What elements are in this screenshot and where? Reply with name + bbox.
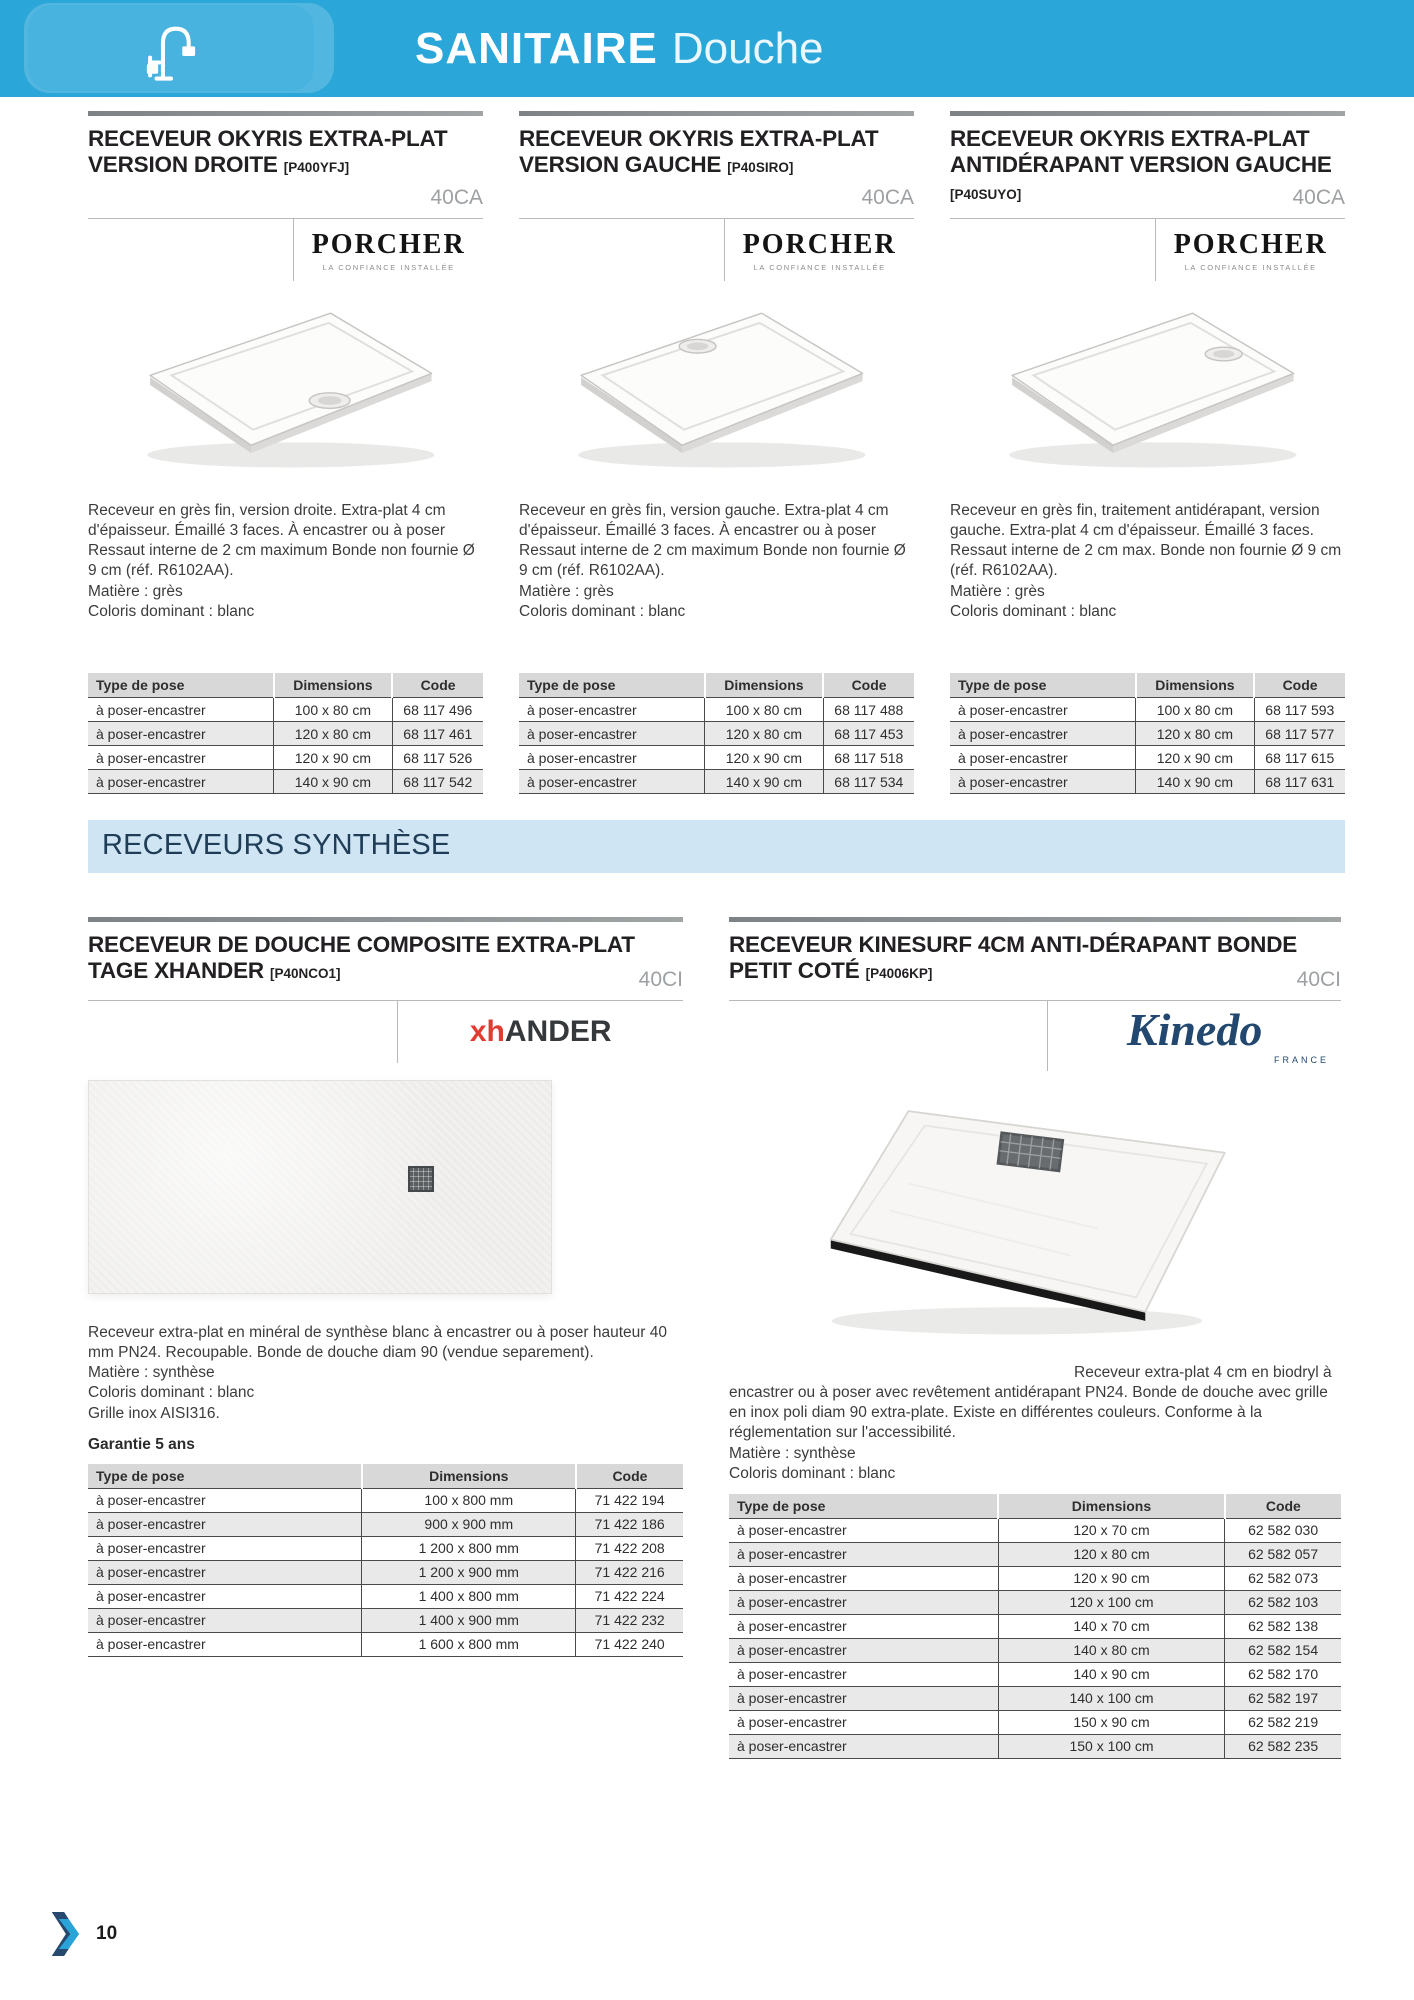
table-row — [729, 1614, 1341, 1638]
brand-row — [88, 218, 483, 281]
col-header-type-de-pose: Type de pose — [729, 1494, 998, 1519]
col-header-code: Code — [392, 673, 483, 698]
divider-bar — [950, 111, 1345, 116]
shower-tray-illustration — [983, 288, 1313, 482]
cell-dimensions: 140 x 90 cm — [705, 770, 824, 794]
col-header-dimensions: Dimensions — [274, 673, 393, 698]
brand-name: PORCHER — [311, 228, 466, 260]
cell-dimensions: 140 x 100 cm — [998, 1686, 1224, 1710]
table-row — [88, 1560, 683, 1584]
product-title-text: RECEVEUR OKYRIS EXTRA-PLAT ANTIDÉRAPANT VERSION GAUCHE — [950, 126, 1332, 178]
brand-name — [470, 1015, 612, 1049]
cell-type-de-pose: à poser-encastrer — [88, 1560, 362, 1584]
cell-code: 68 117 577 — [1254, 722, 1345, 746]
table-row — [729, 1566, 1341, 1590]
drain-cap — [309, 393, 350, 409]
product-card-kinesurf — [729, 917, 1341, 1759]
table-row — [519, 722, 914, 746]
products-row-top — [88, 111, 1345, 794]
table-row — [519, 746, 914, 770]
attribute-line: Coloris dominant : blanc — [88, 602, 255, 620]
attribute-line: Matière : grès — [950, 582, 1045, 600]
product-description: Receveur en grès fin, version gauche. Extra-plat 4 cm d'épaisseur. Émaillé 3 faces. À encastrer ou à poser Ressaut interne de 2 cm maximum Bonde non fournie Ø 9 cm (réf. R6102AA). — [519, 502, 906, 580]
brand-name: PORCHER — [742, 228, 897, 260]
attribute-line: Matière : grès — [88, 582, 183, 600]
brand-name-prefix: xh — [469, 1015, 505, 1048]
table-row — [88, 722, 483, 746]
cell-type-de-pose: à poser-encastrer — [88, 746, 274, 770]
cell-type-de-pose: à poser-encastrer — [729, 1542, 998, 1566]
attribute-line: Grille inox AISI316. — [88, 1404, 220, 1422]
cell-code: 62 582 197 — [1225, 1686, 1341, 1710]
table-row — [88, 746, 483, 770]
product-title — [88, 126, 483, 179]
catalog-code: 40CA — [861, 186, 914, 209]
brand-tagline: LA CONFIANCE INSTALLÉE — [1184, 262, 1317, 272]
brand-tagline: LA CONFIANCE INSTALLÉE — [322, 262, 455, 272]
drain-grate — [998, 1133, 1063, 1171]
table-row — [729, 1518, 1341, 1542]
cell-dimensions: 1 400 x 900 mm — [362, 1608, 576, 1632]
cell-dimensions: 1 200 x 800 mm — [362, 1536, 576, 1560]
cell-type-de-pose: à poser-encastrer — [519, 770, 705, 794]
spec-table — [519, 673, 914, 794]
catalog-code: 40CA — [1292, 186, 1345, 209]
cell-type-de-pose: à poser-encastrer — [729, 1686, 998, 1710]
table-row — [88, 698, 483, 722]
product-title-block — [950, 126, 1345, 210]
attribute-line: Coloris dominant : blanc — [729, 1464, 896, 1482]
product-attributes — [519, 582, 914, 622]
cell-code: 68 117 461 — [392, 722, 483, 746]
catalog-code: 40CI — [1296, 968, 1341, 991]
cell-dimensions: 1 400 x 800 mm — [362, 1584, 576, 1608]
cell-dimensions: 120 x 80 cm — [705, 722, 824, 746]
product-title — [729, 932, 1341, 985]
cell-dimensions: 100 x 80 cm — [274, 698, 393, 722]
product-title-block — [88, 932, 683, 992]
table-row — [729, 1734, 1341, 1758]
products-row-bottom — [88, 917, 1345, 1759]
cell-dimensions: 100 x 800 mm — [362, 1488, 576, 1512]
brand-logo-porcher — [724, 219, 914, 281]
product-title-text: RECEVEUR KINESURF 4CM ANTI-DÉRAPANT BONDE PETIT COTÉ — [729, 932, 1298, 984]
product-title — [88, 932, 683, 985]
banner-title-subsection: Douche — [671, 23, 824, 73]
col-header-dimensions: Dimensions — [1136, 673, 1255, 698]
product-card-okyris-droite — [88, 111, 483, 794]
cell-type-de-pose: à poser-encastrer — [950, 746, 1136, 770]
col-header-dimensions: Dimensions — [362, 1464, 576, 1489]
product-description: Receveur en grès fin, version droite. Extra-plat 4 cm d'épaisseur. Émaillé 3 faces. À encastrer ou à poser Ressaut interne de 2 cm maximum Bonde non fournie Ø 9 cm (réf. R6102AA). — [88, 502, 475, 580]
cell-dimensions: 1 600 x 800 mm — [362, 1632, 576, 1656]
section-banner — [0, 0, 1414, 97]
warranty-note: Garantie 5 ans — [88, 1435, 195, 1453]
brand-logo-porcher — [293, 219, 483, 281]
cell-dimensions: 120 x 90 cm — [1136, 746, 1255, 770]
brand-name: Kinedo — [1126, 1004, 1263, 1055]
product-description: Receveur extra-plat en minéral de synthèse blanc à encastrer ou à poser hauteur 40 mm PN24. Recoupable. Bonde de douche diam 90 (vendue separement). — [88, 1324, 668, 1362]
table-row — [950, 746, 1345, 770]
shower-tray-illustration — [800, 1075, 1270, 1346]
cell-code: 68 117 615 — [1254, 746, 1345, 770]
brand-row — [729, 1000, 1341, 1071]
col-header-code: Code — [1254, 673, 1345, 698]
cell-dimensions: 150 x 100 cm — [998, 1734, 1224, 1758]
drain-grate — [408, 1166, 434, 1192]
table-row — [88, 1608, 683, 1632]
cell-dimensions: 120 x 80 cm — [274, 722, 393, 746]
cell-code: 68 117 631 — [1254, 770, 1345, 794]
brand-logo-porcher — [1155, 219, 1345, 281]
product-image-shower-tray — [88, 1063, 683, 1311]
product-description: Receveur extra-plat 4 cm en biodryl à encastrer ou à poser avec revêtement antidérapant PN24. Bonde de douche avec grille en inox poli diam 90 extra-plate. Existe en différentes couleurs. Conforme à la réglementation sur l'accessibilité. — [729, 1364, 1332, 1442]
product-ref-code: [P4006KP] — [865, 966, 933, 982]
product-card-okyris-antiderapant — [950, 111, 1345, 794]
cell-code: 68 117 496 — [392, 698, 483, 722]
spec-table — [88, 673, 483, 794]
table-row — [950, 722, 1345, 746]
table-row — [519, 770, 914, 794]
cell-type-de-pose: à poser-encastrer — [88, 698, 274, 722]
cell-type-de-pose: à poser-encastrer — [88, 1512, 362, 1536]
cell-type-de-pose: à poser-encastrer — [729, 1710, 998, 1734]
product-card-okyris-gauche — [519, 111, 914, 794]
cell-dimensions: 120 x 90 cm — [998, 1566, 1224, 1590]
spec-table — [729, 1494, 1341, 1759]
table-row — [950, 770, 1345, 794]
banner-title-section: SANITAIRE — [415, 23, 658, 73]
table-row — [88, 1512, 683, 1536]
cell-type-de-pose: à poser-encastrer — [88, 770, 274, 794]
cell-code: 62 582 057 — [1225, 1542, 1341, 1566]
product-title-text: RECEVEUR DE DOUCHE COMPOSITE EXTRA-PLAT TAGE XHANDER — [88, 932, 635, 984]
spec-table — [88, 1464, 683, 1657]
product-info — [88, 501, 483, 663]
table-row — [88, 1632, 683, 1656]
cell-type-de-pose: à poser-encastrer — [729, 1662, 998, 1686]
cell-type-de-pose: à poser-encastrer — [88, 1632, 362, 1656]
product-description: Receveur en grès fin, traitement antidérapant, version gauche. Extra-plat 4 cm d'épaisseur. Émaillé 3 faces. Ressaut interne de 2 cm max. Bonde non fournie Ø 9 cm (réf. R6102AA). — [950, 502, 1342, 580]
cell-code: 62 582 030 — [1225, 1518, 1341, 1542]
cell-dimensions: 1 200 x 900 mm — [362, 1560, 576, 1584]
cell-code: 71 422 186 — [576, 1512, 683, 1536]
attribute-line: Matière : synthèse — [729, 1444, 856, 1462]
brand-name-suffix: ANDER — [504, 1015, 612, 1048]
brand-row — [950, 218, 1345, 281]
cell-type-de-pose: à poser-encastrer — [519, 746, 705, 770]
col-header-type-de-pose: Type de pose — [950, 673, 1136, 698]
cell-code: 68 117 593 — [1254, 698, 1345, 722]
cell-code: 68 117 526 — [392, 746, 483, 770]
cell-code: 62 582 154 — [1225, 1638, 1341, 1662]
cell-code: 71 422 216 — [576, 1560, 683, 1584]
product-title-block — [729, 932, 1341, 992]
cell-code: 62 582 073 — [1225, 1566, 1341, 1590]
product-info — [950, 501, 1345, 663]
cell-dimensions: 140 x 90 cm — [998, 1662, 1224, 1686]
attribute-line: Coloris dominant : blanc — [88, 1384, 255, 1402]
product-title-block — [88, 126, 483, 210]
col-header-type-de-pose: Type de pose — [88, 1464, 362, 1489]
banner-title — [415, 0, 824, 97]
drain-cap — [679, 339, 716, 353]
product-image-shower-tray — [88, 281, 483, 489]
cell-dimensions: 100 x 80 cm — [1136, 698, 1255, 722]
table-header-row — [950, 673, 1345, 698]
cell-type-de-pose: à poser-encastrer — [729, 1734, 998, 1758]
table-row — [729, 1686, 1341, 1710]
product-title-text: RECEVEUR OKYRIS EXTRA-PLAT VERSION DROITE — [88, 126, 448, 178]
catalog-code: 40CA — [430, 186, 483, 209]
table-row — [729, 1638, 1341, 1662]
cell-code: 68 117 518 — [823, 746, 914, 770]
cell-code: 71 422 208 — [576, 1536, 683, 1560]
product-image-shower-tray — [950, 281, 1345, 489]
cell-dimensions: 140 x 90 cm — [274, 770, 393, 794]
divider-bar — [88, 111, 483, 116]
table-row — [729, 1662, 1341, 1686]
divider-bar — [519, 111, 914, 116]
table-header-row — [519, 673, 914, 698]
cell-code: 71 422 240 — [576, 1632, 683, 1656]
drain-cap — [1205, 347, 1242, 361]
product-info — [519, 501, 914, 663]
page-footer — [50, 1910, 117, 1958]
cell-code: 62 582 138 — [1225, 1614, 1341, 1638]
cell-dimensions: 150 x 90 cm — [998, 1710, 1224, 1734]
spec-table — [950, 673, 1345, 794]
chevron-arrow-icon — [50, 1910, 80, 1958]
table-row — [88, 1488, 683, 1512]
cell-type-de-pose: à poser-encastrer — [729, 1518, 998, 1542]
table-row — [88, 1584, 683, 1608]
table-header-row — [88, 673, 483, 698]
product-title — [950, 126, 1345, 205]
col-header-dimensions: Dimensions — [998, 1494, 1224, 1519]
shower-tray-photo — [88, 1080, 552, 1294]
cell-type-de-pose: à poser-encastrer — [88, 1608, 362, 1632]
product-ref-code: [P40SIRO] — [727, 160, 794, 176]
product-image-shower-tray — [729, 1071, 1341, 1351]
cell-dimensions: 120 x 70 cm — [998, 1518, 1224, 1542]
cell-dimensions: 120 x 80 cm — [998, 1542, 1224, 1566]
cell-code: 62 582 235 — [1225, 1734, 1341, 1758]
attribute-line: Coloris dominant : blanc — [519, 602, 686, 620]
faucet-icon — [138, 11, 204, 85]
product-image-shower-tray — [519, 281, 914, 489]
col-header-code: Code — [1225, 1494, 1341, 1519]
product-attributes — [950, 582, 1345, 622]
attribute-line: Matière : synthèse — [88, 1364, 215, 1382]
cell-type-de-pose: à poser-encastrer — [519, 722, 705, 746]
table-header-row — [729, 1494, 1341, 1519]
shower-tray-illustration — [121, 288, 451, 482]
cell-code: 68 117 453 — [823, 722, 914, 746]
product-ref-code: [P40SUYO] — [950, 186, 1022, 202]
catalog-code: 40CI — [638, 968, 683, 991]
cell-dimensions: 120 x 100 cm — [998, 1590, 1224, 1614]
brand-logo-kinedo — [1047, 1001, 1341, 1071]
brand-name: PORCHER — [1173, 228, 1328, 260]
cell-type-de-pose: à poser-encastrer — [88, 1584, 362, 1608]
product-ref-code: [P400YFJ] — [283, 160, 350, 176]
cell-code: 62 582 170 — [1225, 1662, 1341, 1686]
cell-type-de-pose: à poser-encastrer — [729, 1590, 998, 1614]
product-attributes — [88, 1363, 683, 1423]
cell-type-de-pose: à poser-encastrer — [729, 1638, 998, 1662]
cell-type-de-pose: à poser-encastrer — [88, 1488, 362, 1512]
cell-type-de-pose: à poser-encastrer — [950, 770, 1136, 794]
page-content — [0, 97, 1414, 1759]
cell-type-de-pose: à poser-encastrer — [729, 1566, 998, 1590]
brand-logo-xhander — [397, 1001, 683, 1063]
cell-dimensions: 140 x 70 cm — [998, 1614, 1224, 1638]
product-info — [729, 1363, 1341, 1484]
cell-code: 68 117 488 — [823, 698, 914, 722]
product-attributes — [88, 582, 483, 622]
cell-code: 71 422 232 — [576, 1608, 683, 1632]
divider-bar — [88, 917, 683, 922]
cell-dimensions: 100 x 80 cm — [705, 698, 824, 722]
cell-dimensions: 140 x 90 cm — [1136, 770, 1255, 794]
cell-dimensions: 120 x 90 cm — [705, 746, 824, 770]
cell-code: 71 422 194 — [576, 1488, 683, 1512]
product-title — [519, 126, 914, 179]
section-heading-receveurs-synthese: RECEVEURS SYNTHÈSE — [88, 820, 1345, 873]
shower-tray-illustration — [552, 288, 882, 482]
brand-tagline: LA CONFIANCE INSTALLÉE — [753, 262, 886, 272]
table-row — [729, 1710, 1341, 1734]
product-title-text: RECEVEUR OKYRIS EXTRA-PLAT VERSION GAUCHE — [519, 126, 879, 178]
cell-dimensions: 140 x 80 cm — [998, 1638, 1224, 1662]
product-attributes — [729, 1444, 1341, 1484]
table-row — [519, 698, 914, 722]
brand-country: FRANCE — [1273, 1055, 1329, 1065]
cell-type-de-pose: à poser-encastrer — [88, 722, 274, 746]
product-title-block — [519, 126, 914, 210]
table-row — [88, 770, 483, 794]
table-row — [729, 1590, 1341, 1614]
brand-row — [519, 218, 914, 281]
cell-type-de-pose: à poser-encastrer — [950, 722, 1136, 746]
table-row — [729, 1542, 1341, 1566]
cell-code: 68 117 534 — [823, 770, 914, 794]
product-info — [88, 1323, 683, 1454]
cell-type-de-pose: à poser-encastrer — [950, 698, 1136, 722]
cell-dimensions: 120 x 90 cm — [274, 746, 393, 770]
table-row — [950, 698, 1345, 722]
col-header-type-de-pose: Type de pose — [88, 673, 274, 698]
cell-code: 71 422 224 — [576, 1584, 683, 1608]
table-header-row — [88, 1464, 683, 1489]
page-number: 10 — [96, 1923, 118, 1944]
cell-type-de-pose: à poser-encastrer — [519, 698, 705, 722]
cell-type-de-pose: à poser-encastrer — [88, 1536, 362, 1560]
product-ref-code: [P40NCO1] — [270, 966, 341, 982]
col-header-dimensions: Dimensions — [705, 673, 824, 698]
attribute-line: Coloris dominant : blanc — [950, 602, 1117, 620]
cell-dimensions: 120 x 80 cm — [1136, 722, 1255, 746]
attribute-line: Matière : grès — [519, 582, 614, 600]
cell-code: 68 117 542 — [392, 770, 483, 794]
col-header-type-de-pose: Type de pose — [519, 673, 705, 698]
table-row — [88, 1536, 683, 1560]
col-header-code: Code — [576, 1464, 683, 1489]
brand-row — [88, 1000, 683, 1063]
banner-icon-plate — [28, 5, 314, 91]
divider-bar — [729, 917, 1341, 922]
col-header-code: Code — [823, 673, 914, 698]
cell-dimensions: 900 x 900 mm — [362, 1512, 576, 1536]
cell-code: 62 582 103 — [1225, 1590, 1341, 1614]
cell-code: 62 582 219 — [1225, 1710, 1341, 1734]
cell-type-de-pose: à poser-encastrer — [729, 1614, 998, 1638]
product-card-tage-xhander — [88, 917, 683, 1657]
